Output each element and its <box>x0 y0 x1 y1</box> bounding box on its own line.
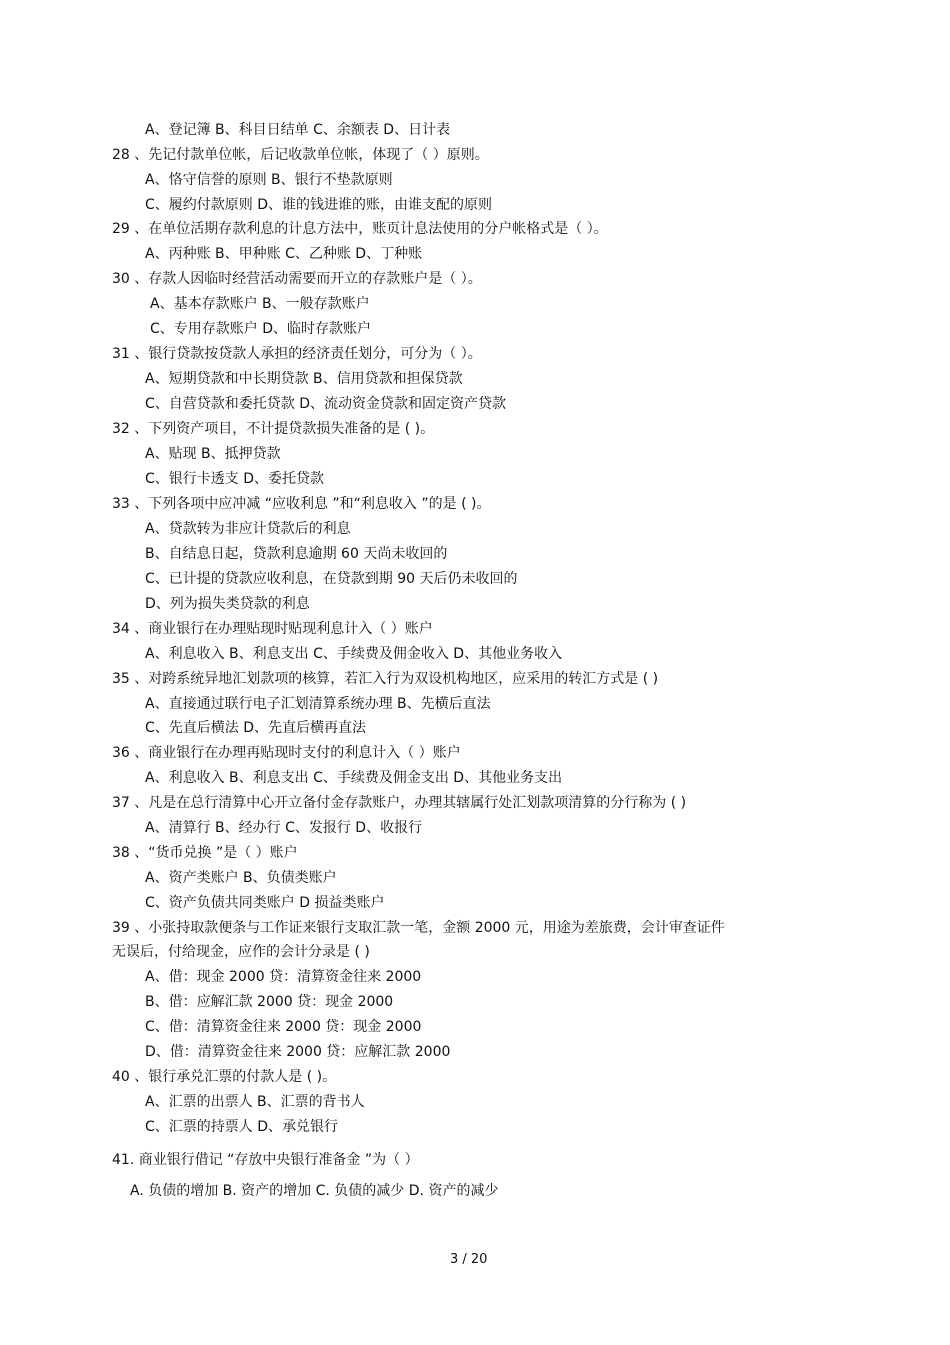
text-line: A、资产类账户 B、负债类账户 <box>145 870 337 886</box>
question-40: 40 、银行承兑汇票的付款人是 ( )。 <box>112 1069 337 1085</box>
text-line: A、直接通过联行电子汇划清算系统办理 B、先横后直法 <box>145 696 491 712</box>
text-line: D、借：清算资金往来 2000 贷：应解汇款 2000 <box>145 1044 451 1060</box>
question-30: 30 、存款人因临时经营活动需要而开立的存款账户是（ ）。 <box>112 271 482 287</box>
text-line: A、汇票的出票人 B、汇票的背书人 <box>145 1094 365 1110</box>
question-36: 36 、商业银行在办理再贴现时支付的利息计入（ ）账户 <box>112 745 461 761</box>
page-number: 3 / 20 <box>450 1252 488 1267</box>
text-line: C、汇票的持票人 D、承兑银行 <box>145 1119 339 1135</box>
question-28: 28 、先记付款单位帐，后记收款单位帐，体现了（ ）原则。 <box>112 147 489 163</box>
text-line: C、资产负债共同类账户 D 损益类账户 <box>145 895 385 911</box>
question-41: 41. 商业银行借记 “存放中央银行准备金 ”为（ ） <box>112 1152 419 1168</box>
question-39: 39 、小张持取款便条与工作证来银行支取汇款一笔，金额 2000 元，用途为差旅费，会计审查证件 <box>112 920 725 936</box>
text-line: C、专用存款账户 D、临时存款账户 <box>150 321 372 337</box>
text-line: C、先直后横法 D、先直后横再直法 <box>145 720 367 736</box>
question-31: 31 、银行贷款按贷款人承担的经济责任划分，可分为（ ）。 <box>112 346 482 362</box>
text-line: A、丙种账 B、甲种账 C、乙种账 D、丁种账 <box>145 246 423 262</box>
text-line: A、利息收入 B、利息支出 C、手续费及佣金支出 D、其他业务支出 <box>145 770 563 786</box>
text-line: D、列为损失类贷款的利息 <box>145 596 310 612</box>
text-line: A、借：现金 2000 贷：清算资金往来 2000 <box>145 969 422 985</box>
text-line: B、借：应解汇款 2000 贷：现金 2000 <box>145 994 394 1010</box>
question-37: 37 、凡是在总行清算中心开立备付金存款账户，办理其辖属行处汇划款项清算的分行称为 ( ) <box>112 795 687 811</box>
question-35: 35 、对跨系统异地汇划款项的核算，若汇入行为双设机构地区，应采用的转汇方式是 ( ) <box>112 671 659 687</box>
text-line: A、利息收入 B、利息支出 C、手续费及佣金收入 D、其他业务收入 <box>145 646 563 662</box>
text-line: C、自营贷款和委托贷款 D、流动资金贷款和固定资产贷款 <box>145 396 507 412</box>
text-line: A、登记簿 B、科目日结单 C、余额表 D、日计表 <box>145 122 451 138</box>
text-line: B、自结息日起，贷款利息逾期 60 天尚未收回的 <box>145 546 448 562</box>
text-line: A、贴现 B、抵押贷款 <box>145 446 281 462</box>
text-line: A、基本存款账户 B、一般存款账户 <box>150 296 370 312</box>
question-34: 34 、商业银行在办理贴现时贴现利息计入（ ）账户 <box>112 621 433 637</box>
text-line: C、履约付款原则 D、谁的钱进谁的账，由谁支配的原则 <box>145 197 493 213</box>
question-32: 32 、下列资产项目，不计提贷款损失准备的是 ( )。 <box>112 421 435 437</box>
question-29: 29 、在单位活期存款利息的计息方法中，账页计息法使用的分户帐格式是（ ）。 <box>112 221 608 237</box>
text-line: A、贷款转为非应计贷款后的利息 <box>145 521 351 537</box>
text-line: A、恪守信誉的原则 B、银行不垫款原则 <box>145 172 393 188</box>
text-line: C、银行卡透支 D、委托贷款 <box>145 471 325 487</box>
question-33: 33 、下列各项中应冲减 “应收利息 ”和“利息收入 ”的是 ( )。 <box>112 496 491 512</box>
text-line: C、借：清算资金往来 2000 贷：现金 2000 <box>145 1019 422 1035</box>
text-line: A. 负债的增加 B. 资产的增加 C. 负债的减少 D. 资产的减少 <box>130 1183 499 1199</box>
text-line: A、短期贷款和中长期贷款 B、信用贷款和担保贷款 <box>145 371 463 387</box>
question-38: 38 、“货币兑换 ”是（ ）账户 <box>112 845 298 861</box>
text-line: C、已计提的贷款应收利息，在贷款到期 90 天后仍未收回的 <box>145 571 518 587</box>
text-line: A、清算行 B、经办行 C、发报行 D、收报行 <box>145 820 423 836</box>
text-line: 无误后，付给现金，应作的会计分录是 ( ) <box>112 944 370 960</box>
